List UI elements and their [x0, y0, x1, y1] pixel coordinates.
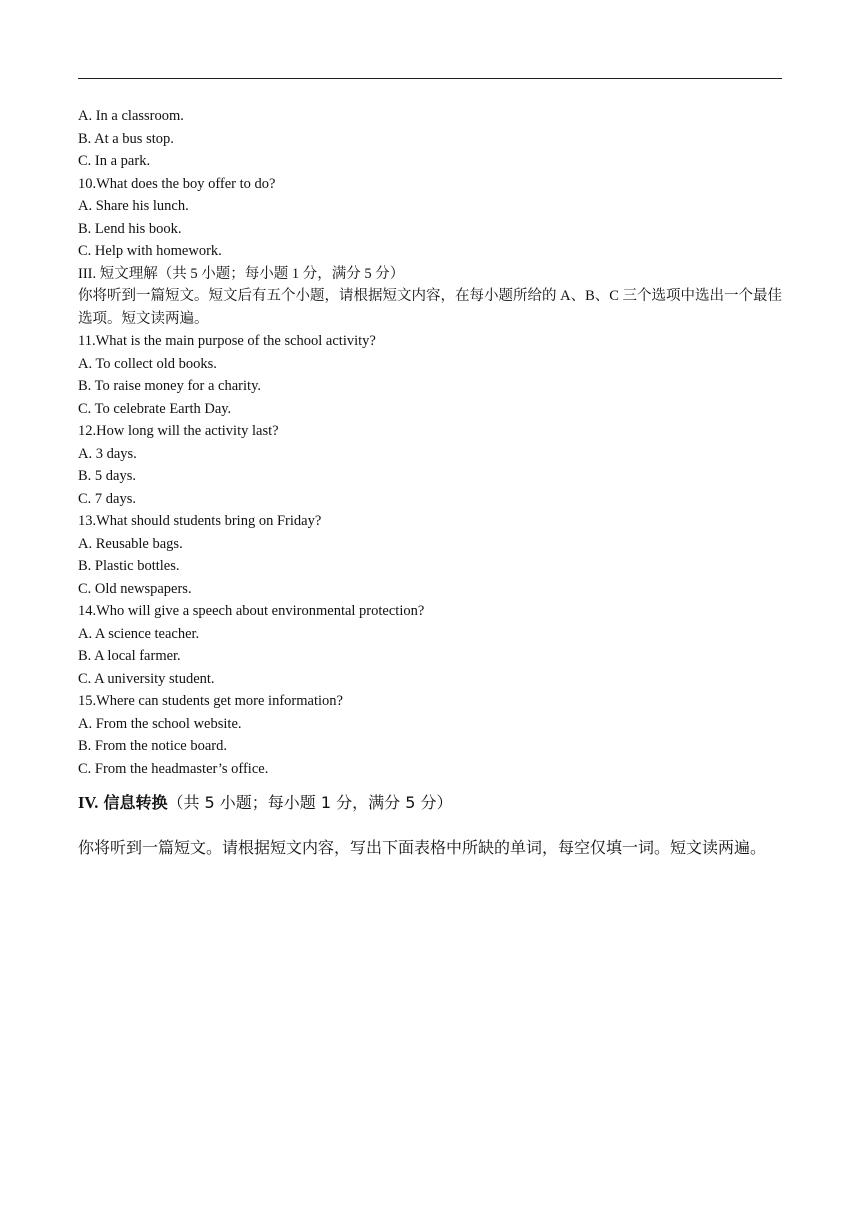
option-a-q12: A. 3 days. [78, 445, 137, 462]
question-10: 10.What does the boy offer to do? [78, 175, 276, 192]
option-c-q13: C. Old newspapers. [78, 580, 192, 597]
option-c-q14: C. A university student. [78, 670, 215, 687]
section-4-heading [78, 787, 788, 819]
question-13: 13.What should students bring on Friday? [78, 513, 322, 529]
option-b-q9: B. At a bus stop. [78, 130, 174, 147]
option-a-q13: A. Reusable bags. [78, 535, 183, 552]
option-a-q9: A. In a classroom. [78, 108, 184, 124]
option-c-q10: C. Help with homework. [78, 243, 222, 259]
section-3-instructions: 你将听到一篇短文。短文后有五个小题，请根据短文内容，在每小题所给的 A、B、C 三个选项中选出一个最佳选项。短文读两遍。 [78, 288, 783, 327]
section-4-name: 信息转换 [103, 793, 168, 812]
question-list [78, 105, 788, 780]
option-b-q10: B. Lend his book. [78, 220, 182, 237]
section-3-heading: III. 短文理解（共 5 小题；每小题 1 分，满分 5 分） [78, 265, 405, 282]
question-11: 11.What is the main purpose of the school activity? [78, 333, 376, 349]
section-4-number: IV. [78, 793, 99, 812]
option-c-q12: C. 7 days. [78, 490, 136, 507]
section-4-instructions: 你将听到一篇短文。请根据短文内容，写出下面表格中所缺的单词，每空仅填一词。短文读两遍。 [78, 838, 767, 857]
question-15: 15.Where can students get more information? [78, 693, 343, 709]
option-b-q13: B. Plastic bottles. [78, 558, 180, 574]
option-b-q15: B. From the notice board. [78, 738, 228, 754]
option-b-q12: B. 5 days. [78, 468, 136, 484]
option-c-q11: C. To celebrate Earth Day. [78, 400, 232, 417]
option-c-q15: C. From the headmaster’s office. [78, 760, 269, 777]
header-rule [78, 78, 782, 79]
option-a-q14: A. A science teacher. [78, 625, 200, 642]
option-b-q14: B. A local farmer. [78, 648, 181, 664]
option-a-q11: A. To collect old books. [78, 355, 217, 372]
option-c-q9: C. In a park. [78, 153, 151, 169]
question-14: 14.Who will give a speech about environmental protection? [78, 603, 425, 619]
option-a-q15: A. From the school website. [78, 715, 242, 732]
option-b-q11: B. To raise money for a charity. [78, 378, 261, 394]
question-12: 12.How long will the activity last? [78, 423, 279, 439]
section-4-scoring: （共 5 小题；每小题 1 分，满分 5 分） [167, 793, 453, 812]
option-a-q10: A. Share his lunch. [78, 198, 189, 214]
section-4 [78, 787, 788, 870]
